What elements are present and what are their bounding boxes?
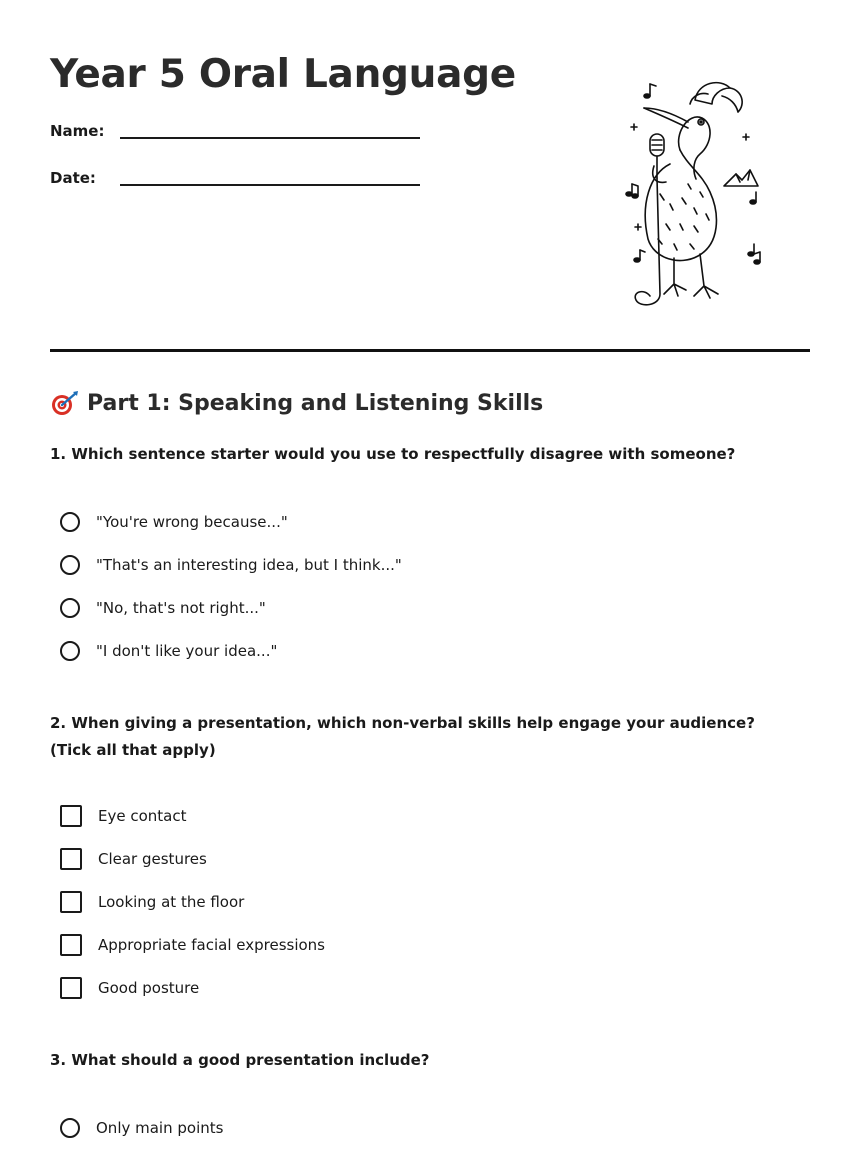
option-label: "That's an interesting idea, but I think..." [96,555,402,574]
date-label: Date: [50,169,96,187]
option-label: Good posture [98,978,200,997]
name-line[interactable] [120,137,420,139]
question-1-option[interactable] [60,500,402,543]
date-field[interactable] [50,169,430,199]
section-title-text: Part 1: Speaking and Listening Skills [87,390,544,416]
checkbox[interactable] [60,891,82,913]
question-1-option[interactable] [60,629,402,672]
question-2-option[interactable] [60,880,325,923]
question-2-option[interactable] [60,837,325,880]
kiwi-bird-singing-microphone-icon [570,74,770,314]
option-label: Looking at the floor [98,892,245,911]
date-line[interactable] [120,184,420,186]
question-2-option[interactable] [60,966,325,1009]
checkbox[interactable] [60,934,82,956]
radio-button[interactable] [60,1118,80,1138]
radio-button[interactable] [60,641,80,661]
option-label: "I don't like your idea..." [96,641,278,660]
option-label: Clear gestures [98,849,207,868]
checkbox[interactable] [60,977,82,999]
checkbox[interactable] [60,805,82,827]
radio-button[interactable] [60,555,80,575]
dart-target-icon [50,390,80,416]
page-title: Year 5 Oral Language [50,52,516,97]
question-2-options [60,794,325,1009]
radio-button[interactable] [60,598,80,618]
question-2-option[interactable] [60,923,325,966]
option-label: "You're wrong because..." [96,512,288,531]
name-label: Name: [50,122,105,140]
name-field[interactable] [50,122,430,152]
checkbox[interactable] [60,848,82,870]
question-2-option[interactable] [60,794,325,837]
question-3-option[interactable] [60,1106,223,1149]
question-1-option[interactable] [60,543,402,586]
section-title-part-1 [50,390,543,416]
option-label: Appropriate facial expressions [98,935,325,954]
question-1-option[interactable] [60,586,402,629]
question-1: 1. Which sentence starter would you use to respectfully disagree with someone? [50,445,736,463]
question-3: 3. What should a good presentation include? [50,1051,430,1069]
option-label: "No, that's not right..." [96,598,266,617]
option-label: Only main points [96,1118,224,1137]
option-label: Eye contact [98,806,187,825]
question-1-options [60,500,402,672]
question-2: 2. When giving a presentation, which non-verbal skills help engage your audience? (Tick all that apply) [50,714,755,759]
section-divider [50,349,810,352]
question-3-options [60,1106,223,1149]
radio-button[interactable] [60,512,80,532]
